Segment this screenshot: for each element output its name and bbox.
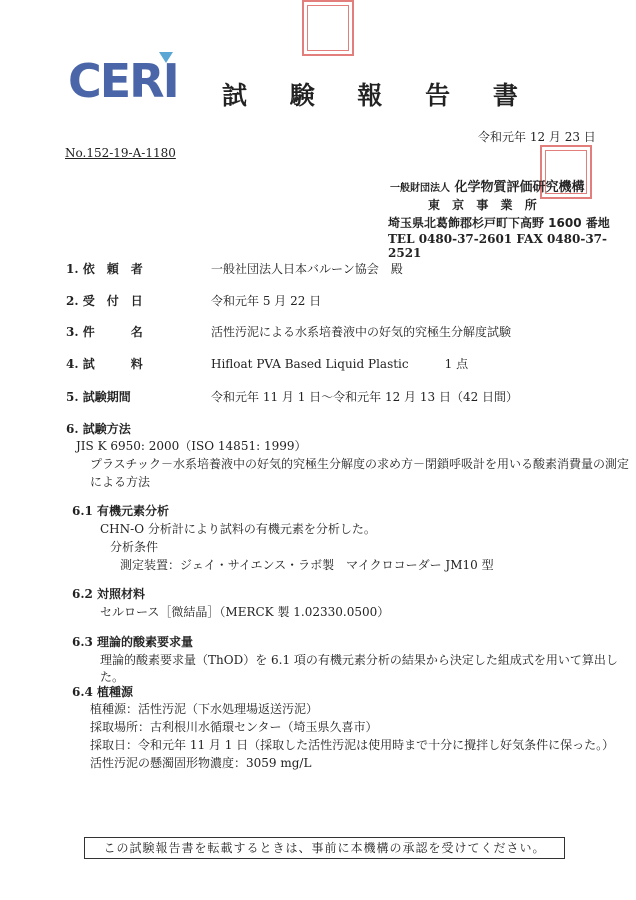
- item-value-period: 令和元年 11 月 1 日～令和元年 12 月 13 日（42 日間）: [211, 390, 519, 404]
- s61-heading: 6.1 有機元素分析: [72, 504, 170, 518]
- s62-line1: セルロース［微結晶］（MERCK 製 1.02330.0500）: [100, 605, 390, 619]
- s64-line1: 植種源：活性汚泥（下水処理場返送汚泥）: [90, 702, 319, 716]
- s64-heading: 6.4 植種源: [72, 685, 134, 699]
- report-number: No.152-19-A-1180: [65, 146, 176, 160]
- seal-stamp-top: [302, 0, 354, 56]
- s64-line4: 活性汚泥の懸濁固形物濃度：3059 mg/L: [90, 756, 312, 770]
- document-title: 試 験 報 告 書: [222, 81, 535, 110]
- issuer-org: [390, 176, 585, 195]
- item-value-sample: Hifloat PVA Based Liquid Plastic 1 点: [211, 357, 469, 371]
- method-heading: 6. 試験方法: [66, 422, 131, 436]
- s61-line2: 分析条件: [110, 540, 159, 554]
- method-description-2: による方法: [90, 475, 151, 489]
- s63-heading: 6.3 理論的酸素要求量: [72, 635, 194, 649]
- report-date: 令和元年 12 月 23 日: [478, 130, 596, 144]
- issuer-org-prefix: 一般財団法人: [390, 183, 450, 194]
- issuer-contact: TEL 0480-37-2601 FAX 0480-37-2521: [388, 232, 607, 260]
- issuer-office: 東 京 事 業 所: [428, 198, 541, 212]
- s62-heading: 6.2 対照材料: [72, 587, 146, 601]
- s61-line1: CHN-O 分析計により試料の有機元素を分析した。: [100, 522, 376, 536]
- s64-line2: 採取場所：古利根川水循環センター（埼玉県久喜市）: [90, 720, 378, 734]
- item-value-received: 令和元年 5 月 22 日: [211, 294, 322, 308]
- s61-line3: 測定装置：ジェイ・サイエンス・ラボ製 マイクロコーダー JM10 型: [120, 558, 494, 572]
- item-label-client: 1. 依 頼 者: [66, 262, 143, 276]
- s63-line1: 理論的酸素要求量（ThOD）を 6.1 項の有機元素分析の結果から決定した組成式を用いて算出した。: [100, 653, 618, 684]
- item-label-sample: 4. 試 料: [66, 357, 143, 371]
- method-standard: JIS K 6950: 2000（ISO 14851: 1999）: [76, 439, 307, 453]
- reproduction-notice: この試験報告書を転載するときは、事前に本機構の承認を受けてください。: [84, 837, 565, 859]
- s64-line3: 採取日：令和元年 11 月 1 日（採取した活性汚泥は使用時まで十分に攪拌し好気条件に保った。）: [90, 738, 615, 752]
- item-label-received: 2. 受 付 日: [66, 294, 143, 308]
- item-label-period: 5. 試験期間: [66, 390, 131, 404]
- issuer-address: 埼玉県北葛飾郡杉戸町下高野 1600 番地: [388, 216, 610, 230]
- issuer-org-name: 化学物質評価研究機構: [454, 180, 585, 195]
- logo-accent-icon: [159, 52, 173, 63]
- item-label-subject: 3. 件 名: [66, 325, 143, 339]
- method-description-1: プラスチック－水系培養液中の好気的究極生分解度の求め方－閉鎖呼吸計を用いる酸素消費量の測定: [90, 457, 630, 471]
- ceri-logo: CERI: [68, 54, 178, 108]
- item-value-client: 一般社団法人日本バルーン協会 殿: [211, 262, 403, 276]
- item-value-subject: 活性汚泥による水系培養液中の好気的究極生分解度試験: [211, 325, 512, 339]
